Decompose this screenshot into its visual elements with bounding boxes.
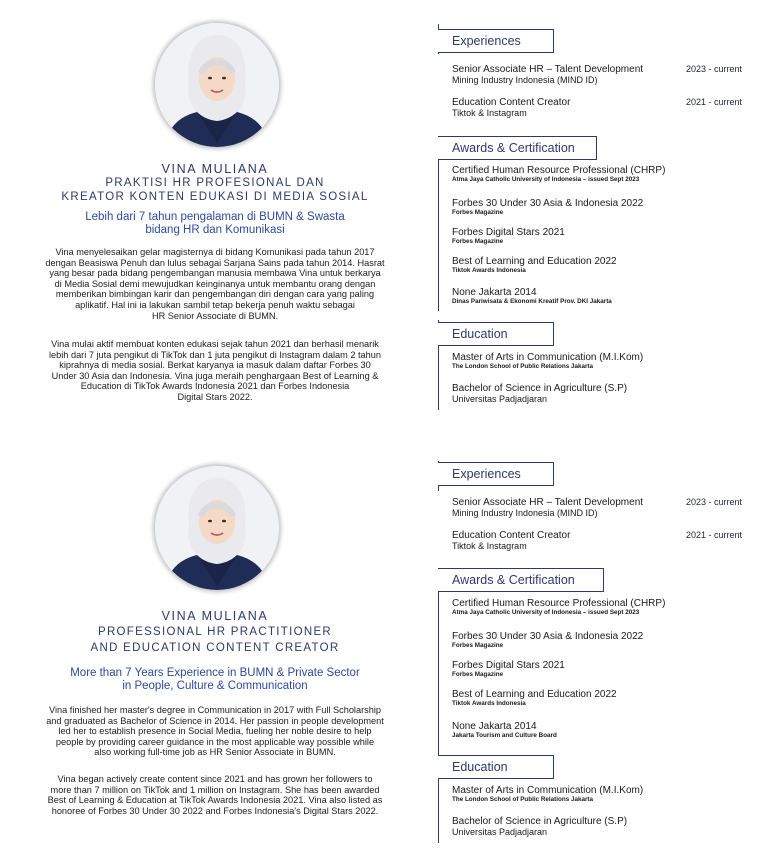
experience-title: Education Content Creator	[452, 530, 571, 541]
section-awards: Awards & Certification	[438, 568, 604, 592]
award-title: Forbes Digital Stars 2021	[452, 660, 565, 671]
bio-paragraph-1	[0, 247, 430, 321]
bio-line: Vina finished her master's degree in Communication in 2017 with Full Scholarship	[49, 705, 381, 715]
award-org: Forbes Magazine	[452, 642, 504, 649]
resume-column	[438, 433, 768, 866]
experience-item	[452, 97, 762, 118]
award-org: Tiktok Awards Indonesia	[452, 267, 526, 274]
bio-line: Education di TikTok Awards Indonesia 2021 dan Forbes Indonesia	[80, 381, 350, 392]
bio-line: memberikan bimbingan karir dan pengembangan diri dengan cara yang paling	[55, 289, 375, 300]
award-title: Certified Human Resource Professional (CHRP)	[452, 165, 666, 176]
award-item	[452, 631, 762, 650]
bio-line: led her to establish presence in Social Media, fueling her noble desire to help	[58, 726, 372, 737]
bio-line: di Media Sosial demi mewujudkan keinginanya untuk membantu orang dengan	[54, 278, 376, 289]
award-org: Atma Jaya Catholic University of Indonesia – issued Sept 2023	[452, 609, 640, 616]
award-title: Best of Learning and Education 2022	[452, 689, 617, 700]
subtitle-line-2: bidang HR dan Komunikasi	[145, 224, 285, 236]
bio-line: and graduated as Bachelor of Science in 2014. Her passion in people development	[46, 715, 384, 726]
bio-line: dengan Beasiswa Penuh dan lulus sebagai Sarjana Sains pada tahun 2014. Hasrat	[45, 257, 385, 268]
experience-date: 2023 - current	[686, 64, 743, 74]
experience-subtitle	[0, 211, 430, 237]
award-title: Forbes Digital Stars 2021	[452, 227, 565, 238]
award-item	[452, 165, 762, 184]
bio-line: Vina began actively create content since 2021 and has grown her followers to	[57, 774, 373, 784]
subtitle-line-2: in People, Culture & Communication	[122, 680, 308, 692]
profile-summary	[0, 0, 430, 433]
bio-line: lebih dari 7 juta pengikut di TikTok dan 1 juta pengikut di Instagram dalam 2 tahun	[49, 349, 381, 360]
bio-line: Vina menyelesaikan gelar magisternya di bidang Komunikasi pada tahun 2017	[55, 247, 375, 257]
award-item	[452, 287, 762, 306]
bio-line: more than 7 million on TikTok and 1 million on Instagram. She has been awarded	[50, 784, 380, 795]
award-org: Jakarta Tourism and Culture Board	[452, 732, 557, 739]
name-title-block	[0, 162, 430, 204]
bio-line: Best of Learning & Education at TikTok Awards Indonesia 2021. Vina also listed as	[47, 795, 383, 806]
experience-org: Mining Industry Indonesia (MIND ID)	[452, 508, 598, 518]
award-org: Forbes Magazine	[452, 238, 504, 245]
section-experiences: Experiences	[438, 462, 554, 486]
award-title: None Jakarta 2014	[452, 721, 537, 732]
education-item	[452, 816, 762, 837]
portrait-image	[155, 23, 279, 147]
education-org: The London School of Public Relations Jakarta	[452, 363, 593, 370]
education-title: Master of Arts in Communication (M.I.Kom)	[452, 352, 644, 363]
experience-item	[452, 497, 762, 518]
education-title: Master of Arts in Communication (M.I.Kom)	[452, 785, 644, 796]
education-title: Bachelor of Science in Agriculture (S.P)	[452, 816, 628, 827]
award-title: Certified Human Resource Professional (CHRP)	[452, 598, 666, 609]
bio-line: aplikatif. Hal ini ia lakukan sambil tetap bekerja penuh waktu sebagai	[75, 299, 355, 310]
profile-summary	[0, 433, 430, 866]
experience-item	[452, 530, 762, 551]
bio-line: Vina mulai aktif membuat konten edukasi sejak tahun 2021 dan berhasil menarik	[51, 339, 379, 349]
award-item	[452, 598, 762, 617]
person-name: VINA MULIANA	[161, 609, 269, 623]
award-title: None Jakarta 2014	[452, 287, 537, 298]
divider-line	[438, 568, 439, 755]
title-line-1: PROFESSIONAL HR PRACTITIONER	[97, 626, 333, 638]
avatar	[155, 466, 279, 590]
award-item	[452, 198, 762, 217]
award-item	[452, 227, 762, 246]
award-org: Dinas Pariwisata & Ekonomi Kreatif Prov. DKI Jakarta	[452, 298, 612, 305]
bio-line: Under 30 Asia dan Indonesia. Vina juga meraih penghargaan Best of Learning &	[51, 370, 379, 381]
award-org: Atma Jaya Catholic University of Indonesia – issued Sept 2023	[452, 176, 640, 183]
award-org: Tiktok Awards Indonesia	[452, 700, 526, 707]
award-title: Forbes 30 Under 30 Asia & Indonesia 2022	[452, 631, 644, 642]
bio-line: honoree of Forbes 30 Under 30 2022 and Forbes Indonesia's Digital Stars 2022.	[51, 805, 379, 816]
award-title: Forbes 30 Under 30 Asia & Indonesia 2022	[452, 198, 644, 209]
experience-item	[452, 64, 762, 85]
experience-title: Education Content Creator	[452, 97, 571, 108]
divider-line	[438, 136, 439, 311]
resume-column	[438, 0, 768, 433]
award-item	[452, 256, 762, 275]
experience-subtitle	[0, 667, 430, 693]
education-item	[452, 785, 762, 804]
bio-line: Digital Stars 2022.	[177, 391, 253, 402]
award-title: Best of Learning and Education 2022	[452, 256, 617, 267]
section-awards: Awards & Certification	[438, 136, 597, 160]
bio-paragraph-2	[0, 774, 430, 816]
education-title: Bachelor of Science in Agriculture (S.P)	[452, 383, 628, 394]
award-org: Forbes Magazine	[452, 671, 504, 678]
bio-line: HR Senior Associate di BUMN.	[151, 310, 279, 321]
education-org: Universitas Padjadjaran	[452, 827, 548, 837]
experience-date: 2021 - current	[686, 530, 743, 540]
award-item	[452, 689, 762, 708]
experience-date: 2023 - current	[686, 497, 743, 507]
education-item	[452, 383, 762, 404]
subtitle-line-1: Lebih dari 7 tahun pengalaman di BUMN & Swasta	[85, 211, 345, 223]
experience-org: Mining Industry Indonesia (MIND ID)	[452, 75, 598, 85]
section-education: Education	[438, 322, 554, 346]
title-line-2: AND EDUCATION CONTENT CREATOR	[90, 642, 340, 654]
name-title-block	[0, 608, 430, 657]
person-name: VINA MULIANA	[161, 162, 269, 176]
award-item	[452, 660, 762, 679]
bio-line: also working full-time job as HR Senior Associate in BUMN.	[94, 747, 336, 758]
award-org: Forbes Magazine	[452, 209, 504, 216]
portrait-image	[155, 466, 279, 590]
section-experiences: Experiences	[438, 29, 554, 53]
experience-date: 2021 - current	[686, 97, 743, 107]
education-org: Universitas Padjadjaran	[452, 394, 548, 404]
bio-paragraph-1	[0, 705, 430, 758]
experience-org: Tiktok & Instagram	[452, 541, 527, 551]
education-item	[452, 352, 762, 371]
bio-line: people by providing career guidance in the most applicable way possible while	[55, 736, 375, 747]
section-education: Education	[438, 755, 554, 779]
bio-paragraph-2	[0, 339, 430, 403]
profile-panel-english	[0, 433, 768, 866]
award-item	[452, 721, 762, 740]
experience-title: Senior Associate HR – Talent Development	[452, 64, 644, 75]
education-org: The London School of Public Relations Jakarta	[452, 796, 593, 803]
experience-title: Senior Associate HR – Talent Development	[452, 497, 644, 508]
bio-line: kiprahnya di media sosial. Berkat karyanya ia masuk dalam daftar Forbes 30	[59, 360, 371, 371]
bio-line: yang besar pada bidang pengembangan manusia membawa Vina untuk berkarya	[49, 268, 381, 279]
title-line-2: KREATOR KONTEN EDUKASI DI MEDIA SOSIAL	[61, 191, 369, 203]
experience-org: Tiktok & Instagram	[452, 108, 527, 118]
title-line-1: PRAKTISI HR PROFESIONAL DAN	[105, 177, 325, 189]
subtitle-line-1: More than 7 Years Experience in BUMN & Private Sector	[70, 667, 360, 679]
avatar	[155, 23, 279, 147]
